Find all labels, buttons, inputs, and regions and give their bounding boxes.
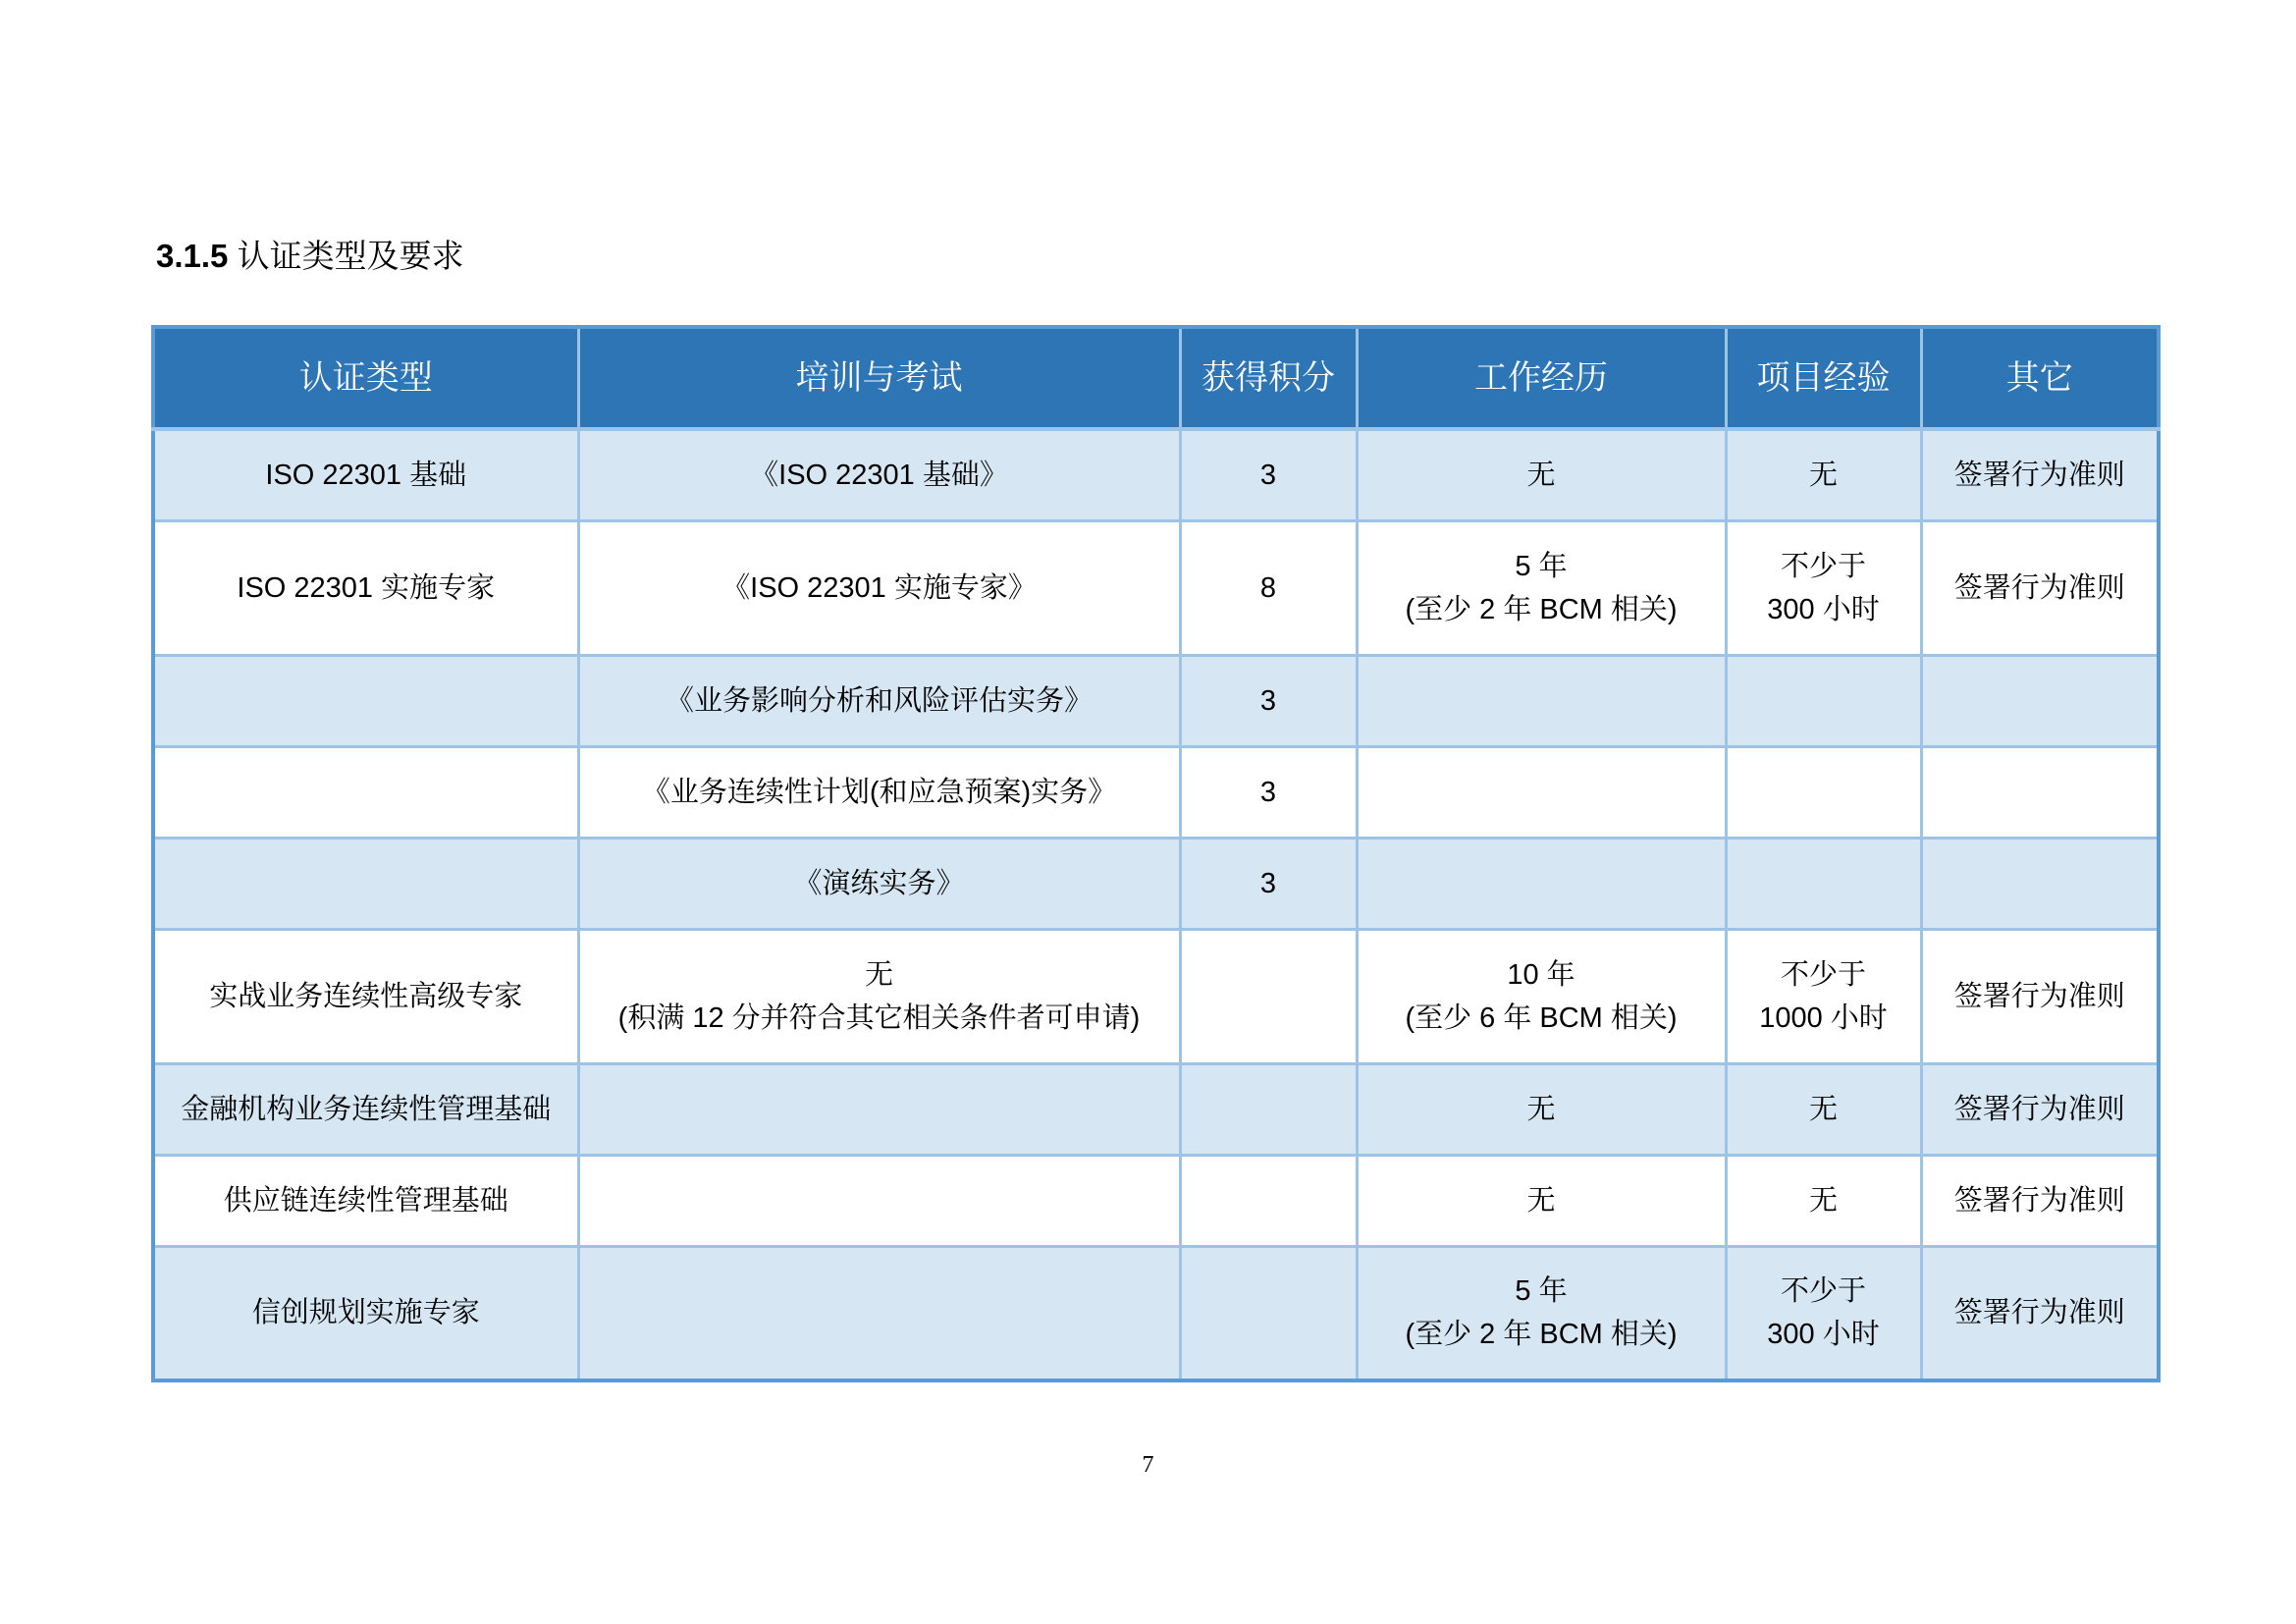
work-line: 无 (1526, 1184, 1556, 1217)
project-cell (1726, 655, 1921, 746)
cert-type-cell: 金融机构业务连续性管理基础 (153, 1063, 578, 1155)
project-line: 1000 小时 (1759, 1001, 1888, 1034)
other-cell (1921, 838, 2159, 929)
table-row (153, 1246, 2159, 1380)
project-line: 不少于 (1780, 550, 1866, 582)
certification-table (151, 325, 2161, 1382)
work-line: 无 (1526, 459, 1556, 491)
training-cell (578, 838, 1180, 929)
work-cell (1357, 1063, 1726, 1155)
column-header: 获得积分 (1180, 327, 1357, 429)
training-cell (578, 1246, 1180, 1380)
training-cell (578, 746, 1180, 838)
work-cell (1357, 1155, 1726, 1246)
table-row (153, 838, 2159, 929)
work-cell (1357, 929, 1726, 1063)
points-cell (1180, 929, 1357, 1063)
project-line: 300 小时 (1767, 593, 1880, 625)
cert-type-cell: ISO 22301 基础 (153, 429, 578, 520)
training-line: 《ISO 22301 基础》 (750, 459, 1008, 491)
page-number: 7 (1142, 1452, 1154, 1478)
cert-type-cell (153, 655, 578, 746)
project-cell (1726, 746, 1921, 838)
column-header: 培训与考试 (578, 327, 1180, 429)
table-row (153, 520, 2159, 655)
project-line: 无 (1808, 459, 1838, 491)
project-line: 300 小时 (1767, 1319, 1880, 1351)
cert-type-cell: 实战业务连续性高级专家 (153, 929, 578, 1063)
project-cell (1726, 929, 1921, 1063)
work-cell (1357, 429, 1726, 520)
other-cell: 签署行为准则 (1921, 520, 2159, 655)
work-line: (至少 2 年 BCM 相关) (1405, 593, 1678, 625)
points-cell (1180, 1155, 1357, 1246)
section-title (156, 233, 464, 280)
work-cell (1357, 838, 1726, 929)
project-cell (1726, 1155, 1921, 1246)
work-line: (至少 2 年 BCM 相关) (1405, 1319, 1678, 1351)
work-line: 5 年 (1515, 1275, 1568, 1308)
project-cell (1726, 1063, 1921, 1155)
training-cell (578, 655, 1180, 746)
training-cell (578, 929, 1180, 1063)
other-cell: 签署行为准则 (1921, 1063, 2159, 1155)
points-cell: 3 (1180, 746, 1357, 838)
other-cell: 签署行为准则 (1921, 1246, 2159, 1380)
project-cell (1726, 838, 1921, 929)
training-line: 《演练实务》 (793, 867, 965, 899)
table-row (153, 929, 2159, 1063)
cert-type-cell (153, 838, 578, 929)
training-cell (578, 1155, 1180, 1246)
work-cell (1357, 655, 1726, 746)
column-header: 认证类型 (153, 327, 578, 429)
training-line: 无 (864, 958, 893, 991)
table-row (153, 429, 2159, 520)
other-cell: 签署行为准则 (1921, 1155, 2159, 1246)
work-cell (1357, 746, 1726, 838)
work-line: 无 (1526, 1093, 1556, 1125)
project-line: 不少于 (1780, 958, 1866, 991)
project-line: 不少于 (1780, 1275, 1866, 1308)
table-row (153, 1063, 2159, 1155)
cert-type-cell (153, 746, 578, 838)
project-line: 无 (1808, 1184, 1838, 1217)
points-cell: 3 (1180, 429, 1357, 520)
project-cell (1726, 429, 1921, 520)
cert-type-cell: 信创规划实施专家 (153, 1246, 578, 1380)
table-row (153, 655, 2159, 746)
table-row (153, 1155, 2159, 1246)
section-number: 3.1.5 (156, 238, 229, 274)
project-cell (1726, 1246, 1921, 1380)
training-cell (578, 1063, 1180, 1155)
points-cell (1180, 1246, 1357, 1380)
cert-type-cell: ISO 22301 实施专家 (153, 520, 578, 655)
column-header: 项目经验 (1726, 327, 1921, 429)
points-cell: 3 (1180, 655, 1357, 746)
points-cell: 8 (1180, 520, 1357, 655)
cert-type-cell: 供应链连续性管理基础 (153, 1155, 578, 1246)
points-cell: 3 (1180, 838, 1357, 929)
column-header: 其它 (1921, 327, 2159, 429)
table-row (153, 746, 2159, 838)
training-line: (积满 12 分并符合其它相关条件者可申请) (617, 1001, 1141, 1034)
work-line: 10 年 (1507, 958, 1575, 991)
other-cell: 签署行为准则 (1921, 929, 2159, 1063)
column-header: 工作经历 (1357, 327, 1726, 429)
project-line: 无 (1808, 1093, 1838, 1125)
work-cell (1357, 520, 1726, 655)
training-line: 《业务连续性计划(和应急预案)实务》 (641, 776, 1117, 808)
work-line: 5 年 (1515, 550, 1568, 582)
project-cell (1726, 520, 1921, 655)
work-cell (1357, 1246, 1726, 1380)
other-cell (1921, 746, 2159, 838)
other-cell: 签署行为准则 (1921, 429, 2159, 520)
points-cell (1180, 1063, 1357, 1155)
table-header-row (153, 327, 2159, 429)
training-line: 《业务影响分析和风险评估实务》 (665, 684, 1093, 717)
training-cell (578, 520, 1180, 655)
training-line: 《ISO 22301 实施专家》 (721, 571, 1037, 604)
other-cell (1921, 655, 2159, 746)
training-cell (578, 429, 1180, 520)
work-line: (至少 6 年 BCM 相关) (1405, 1001, 1678, 1034)
section-title-text: 认证类型及要求 (237, 238, 464, 274)
